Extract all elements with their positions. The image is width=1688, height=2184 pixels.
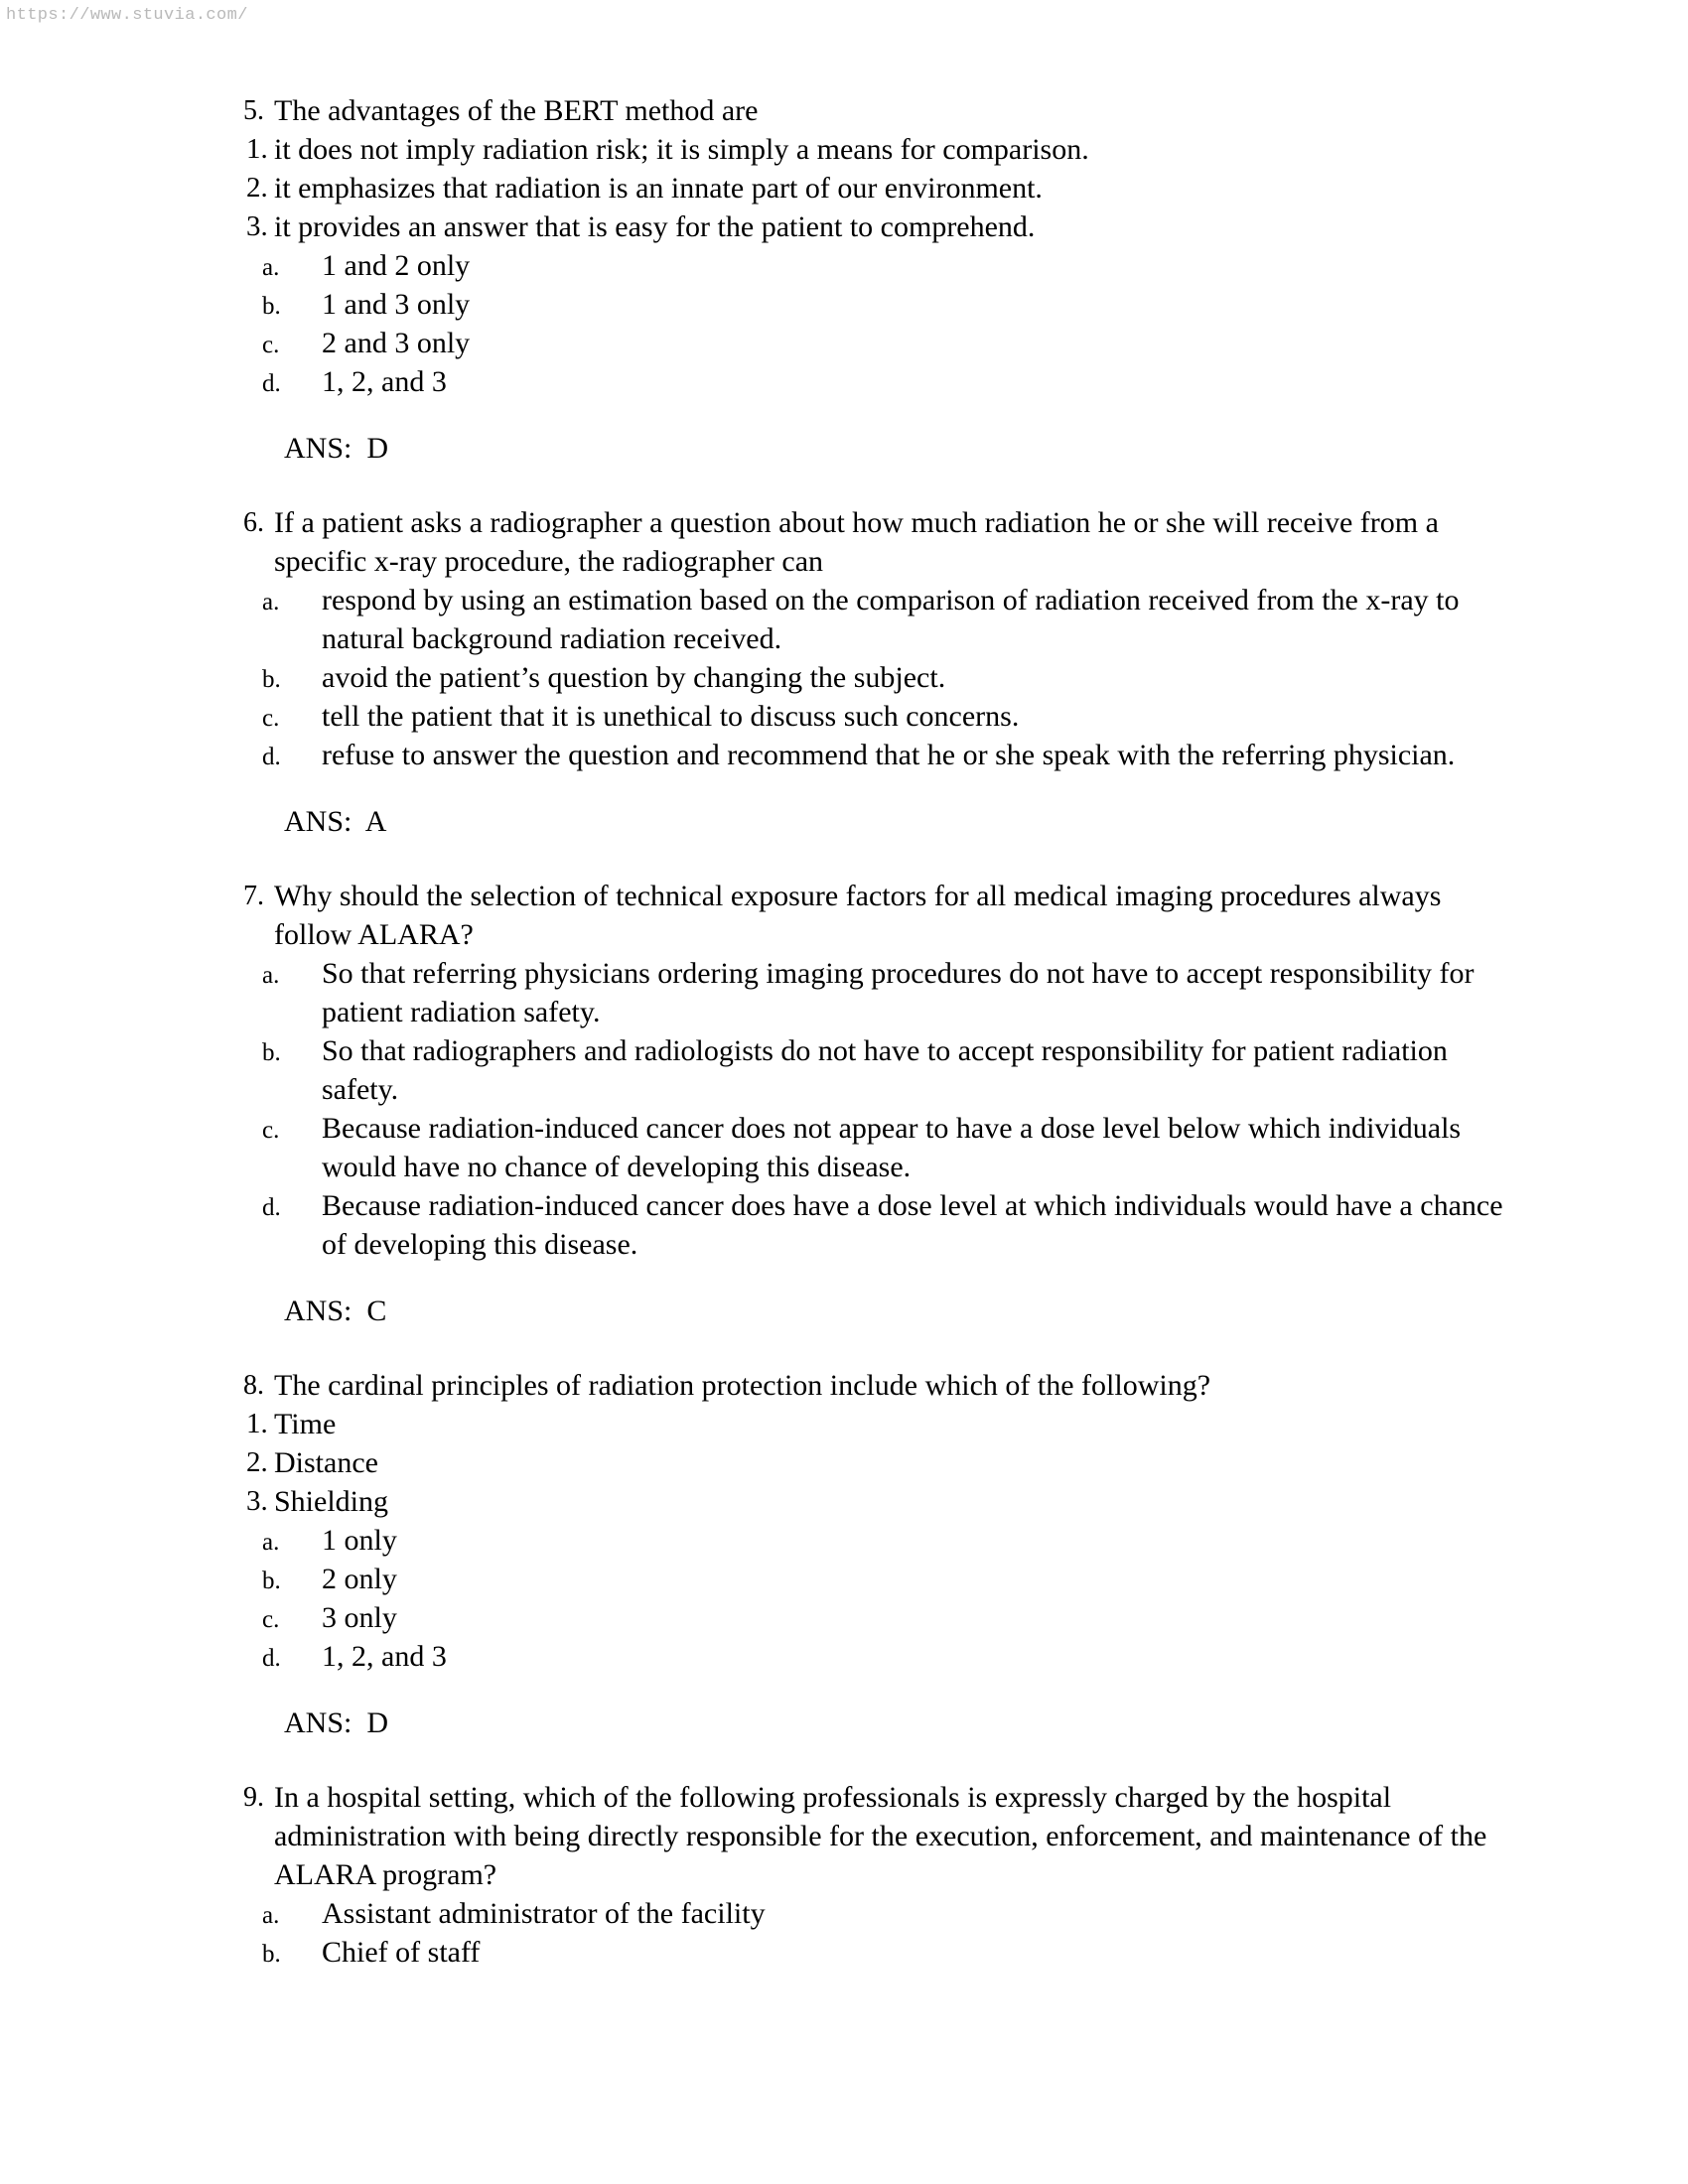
option-letter: c. (262, 332, 280, 358)
question-stem (226, 91, 1507, 130)
answer-line: ANS: D (284, 1706, 389, 1739)
question-stem (226, 1366, 1507, 1405)
question-block-7 (226, 877, 1507, 1330)
question-statement (226, 1443, 1507, 1482)
statement-text: it provides an answer that is easy for the patient to comprehend. (274, 210, 1036, 243)
answer-option[interactable] (226, 362, 1507, 401)
option-letter: b. (262, 293, 281, 320)
question-number: 6. (243, 507, 264, 538)
option-letter: c. (262, 705, 280, 732)
option-letter: a. (262, 589, 280, 615)
option-text: tell the patient that it is unethical to discuss such concerns. (322, 700, 1020, 733)
answer-option[interactable] (226, 1598, 1507, 1637)
option-letter: a. (262, 962, 280, 989)
option-text: Chief of staff (322, 1936, 481, 1969)
question-statement (226, 1482, 1507, 1521)
question-statement (226, 1405, 1507, 1443)
option-letter: a. (262, 1529, 280, 1556)
option-text: So that radiographers and radiologists do not have to accept responsibility for patient radiation safety. (322, 1034, 1448, 1106)
answer-option[interactable] (226, 736, 1507, 774)
statement-text: it does not imply radiation risk; it is simply a means for comparison. (274, 133, 1089, 166)
answer-option[interactable] (226, 1560, 1507, 1598)
statement-marker: 2. (246, 1446, 268, 1478)
option-text: 3 only (322, 1601, 397, 1634)
spacer (226, 1676, 1507, 1704)
answer-option[interactable] (226, 246, 1507, 285)
answer-option[interactable] (226, 1031, 1507, 1109)
answer-option[interactable] (226, 324, 1507, 362)
question-block-5 (226, 91, 1507, 468)
answer-option[interactable] (226, 1521, 1507, 1560)
question-stem (226, 503, 1507, 581)
option-text: 1 and 3 only (322, 288, 471, 321)
statement-marker: 3. (246, 210, 268, 242)
question-block-8 (226, 1366, 1507, 1742)
answer-option[interactable] (226, 697, 1507, 736)
answer-option[interactable] (226, 581, 1507, 658)
option-letter: b. (262, 666, 281, 693)
question-stem-text: In a hospital setting, which of the following professionals is expressly charged by the hospital administration with being directly responsible for the execution, enforcement, and maintenance of the ALARA program? (274, 1781, 1487, 1891)
answer-option[interactable] (226, 954, 1507, 1031)
spacer (226, 1264, 1507, 1292)
answer-option[interactable] (226, 1894, 1507, 1933)
option-text: refuse to answer the question and recommend that he or she speak with the referring physician. (322, 739, 1456, 771)
statement-text: Shielding (274, 1485, 389, 1518)
answer-line: ANS: D (284, 432, 389, 465)
spacer (226, 841, 1507, 877)
statement-text: Distance (274, 1446, 378, 1479)
statement-marker: 3. (246, 1485, 268, 1517)
answer-option[interactable] (226, 1933, 1507, 1972)
spacer (226, 468, 1507, 503)
option-text: Assistant administrator of the facility (322, 1897, 766, 1930)
question-stem-text: The cardinal principles of radiation protection include which of the following? (274, 1369, 1211, 1402)
spacer (226, 1330, 1507, 1366)
option-text: So that referring physicians ordering imaging procedures do not have to accept responsibility for patient radiation safety. (322, 957, 1475, 1028)
answer-option[interactable] (226, 285, 1507, 324)
statement-marker: 1. (246, 1408, 268, 1439)
question-statement (226, 207, 1507, 246)
question-statement (226, 169, 1507, 207)
question-stem-text: The advantages of the BERT method are (274, 94, 759, 127)
option-text: avoid the patient’s question by changing the subject. (322, 661, 946, 694)
option-text: 1 only (322, 1524, 397, 1557)
option-letter: b. (262, 1568, 281, 1594)
answer-line: ANS: C (284, 1295, 387, 1327)
question-number: 8. (243, 1370, 264, 1401)
option-letter: a. (262, 1902, 280, 1929)
question-stem (226, 1778, 1507, 1894)
statement-text: Time (274, 1408, 337, 1440)
option-letter: b. (262, 1039, 281, 1066)
option-letter: d. (262, 370, 281, 397)
spacer (226, 401, 1507, 429)
option-text: 1, 2, and 3 (322, 365, 447, 398)
option-text: 1 and 2 only (322, 249, 471, 282)
question-number: 5. (243, 95, 264, 126)
option-text: 1, 2, and 3 (322, 1640, 447, 1673)
question-statement (226, 130, 1507, 169)
option-letter: b. (262, 1941, 281, 1968)
answer-option[interactable] (226, 658, 1507, 697)
option-text: Because radiation-induced cancer does not appear to have a dose level below which individuals would have no chance of developing this disease. (322, 1112, 1462, 1183)
option-text: 2 and 3 only (322, 327, 471, 359)
question-block-9 (226, 1778, 1507, 1972)
statement-marker: 2. (246, 172, 268, 204)
answer-option[interactable] (226, 1637, 1507, 1676)
spacer (226, 1742, 1507, 1778)
option-letter: c. (262, 1117, 280, 1144)
statement-text: it emphasizes that radiation is an innate part of our environment. (274, 172, 1043, 205)
option-letter: c. (262, 1606, 280, 1633)
option-letter: d. (262, 744, 281, 770)
question-stem-text: Why should the selection of technical exposure factors for all medical imaging procedures always follow ALARA? (274, 880, 1442, 951)
question-number: 7. (243, 881, 264, 911)
spacer (226, 774, 1507, 802)
question-block-6 (226, 503, 1507, 841)
option-letter: a. (262, 254, 280, 281)
statement-marker: 1. (246, 133, 268, 165)
option-letter: d. (262, 1645, 281, 1672)
option-text: Because radiation-induced cancer does have a dose level at which individuals would have a chance of developing this disease. (322, 1189, 1503, 1261)
source-url-watermark: https://www.stuvia.com/ (6, 6, 248, 25)
answer-option[interactable] (226, 1186, 1507, 1264)
option-text: 2 only (322, 1563, 397, 1595)
question-list (226, 91, 1507, 1972)
option-letter: d. (262, 1194, 281, 1221)
option-text: respond by using an estimation based on the comparison of radiation received from the x-ray to natural background radiation received. (322, 584, 1460, 655)
answer-option[interactable] (226, 1109, 1507, 1186)
answer-line: ANS: A (284, 805, 387, 838)
question-number: 9. (243, 1782, 264, 1813)
question-stem (226, 877, 1507, 954)
question-stem-text: If a patient asks a radiographer a question about how much radiation he or she will receive from a specific x-ray procedure, the radiographer can (274, 506, 1439, 578)
